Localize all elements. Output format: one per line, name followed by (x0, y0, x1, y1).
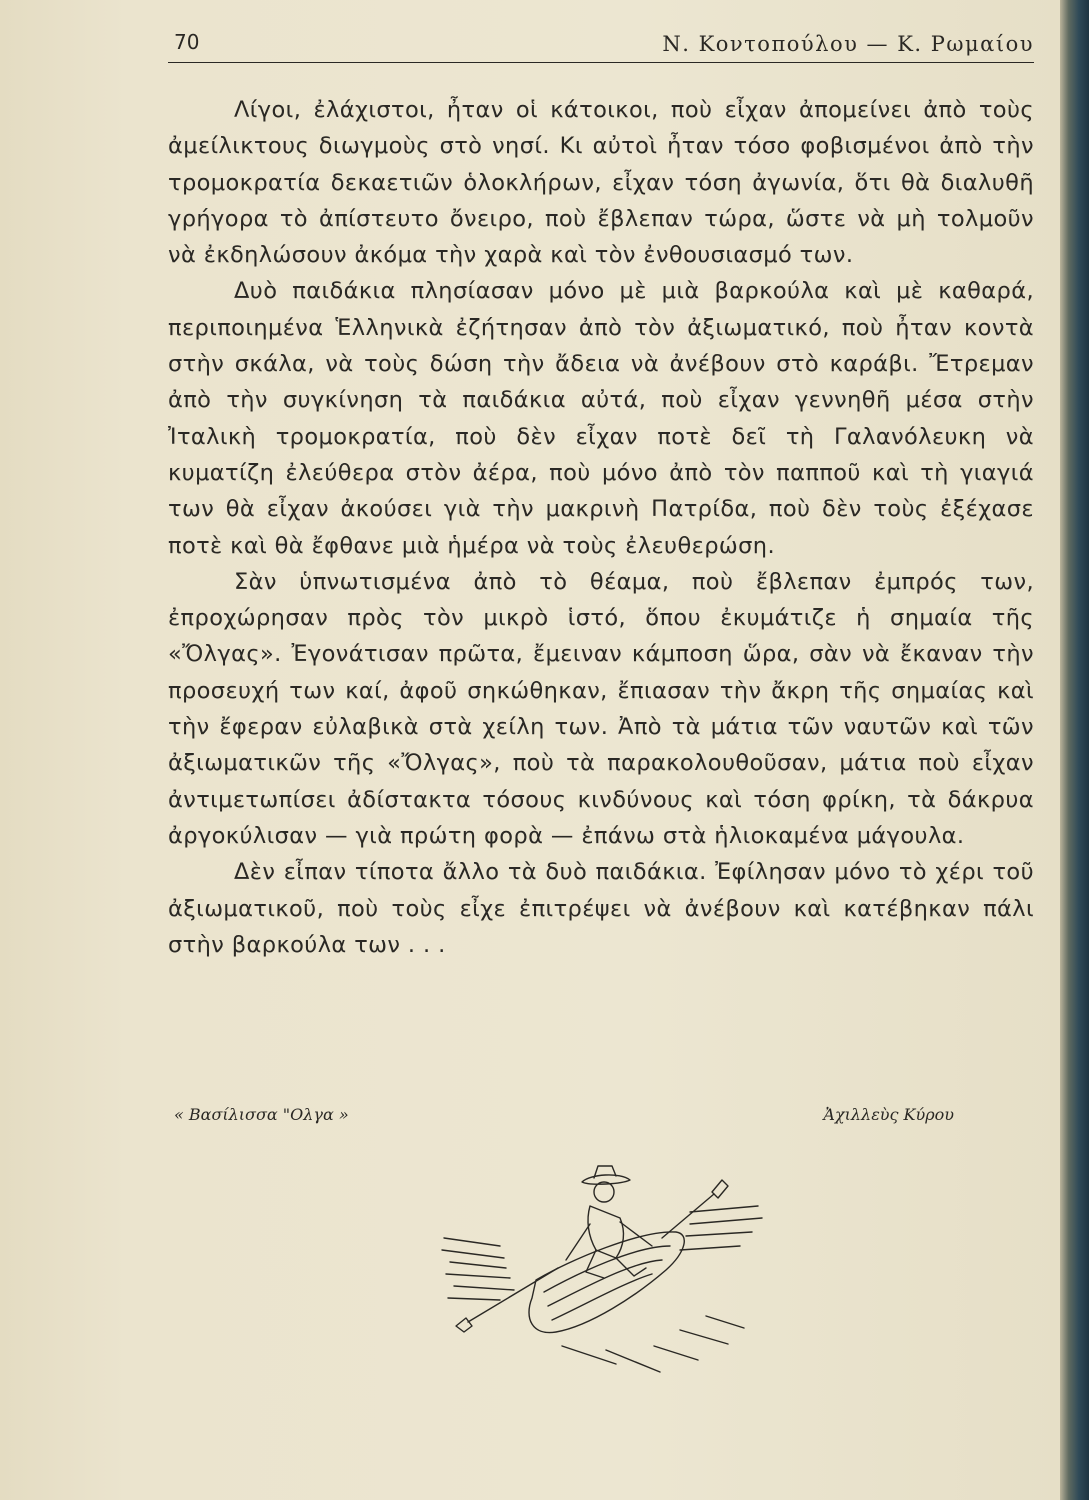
page-number: 70 (174, 30, 200, 54)
page-header (168, 30, 1034, 64)
source-title: « Βασίλισσα "Ολγα » (174, 1105, 349, 1124)
paragraph: Λίγοι, ἐλάχιστοι, ἦταν οἱ κάτοικοι, ποὺ εἶχαν ἀπομείνει ἀπὸ τοὺς ἀμείλικτους διωγμοὺς στὸ νησί. Κι αὐτοὶ ἦταν τόσο φοβισμένοι ἀπὸ τὴν τρομοκρατία δεκαετιῶν ὁλοκλήρων, εἶχαν τόση ἀγωνία, ὅτι θὰ διαλυθῆ γρήγορα τὸ ἀπίστευτο ὄνειρο, ποὺ ἔβλεπαν τώρα, ὥστε νὰ μὴ τολμοῦν νὰ ἐκδηλώσουν ἀκόμα τὴν χαρὰ καὶ τὸν ἐνθουσιασμό των. (168, 97, 1034, 269)
paragraph: Δὲν εἶπαν τίποτα ἄλλο τὰ δυὸ παιδάκια. Ἐφίλησαν μόνο τὸ χέρι τοῦ ἀξιωματικοῦ, ποὺ τοὺς εἶχε ἐπιτρέψει νὰ ἀνέβουν καὶ κατέβηκαν πάλι στὴν βαρκούλα των . . . (168, 859, 1034, 958)
running-head: Ν. Κοντοπούλου — Κ. Ρωμαίου (662, 32, 1034, 56)
book-binding (1060, 0, 1089, 1500)
author-credit: Ἀχιλλεὺς Κύρου (823, 1105, 954, 1124)
paragraph: Σὰν ὑπνωτισμένα ἀπὸ τὸ θέαμα, ποὺ ἔβλεπαν ἐμπρός των, ἐπροχώρησαν πρὸς τὸν μικρὸ ἱστό, ὅπου ἐκυμάτιζε ἡ σημαία τῆς «Ὄλγας». Ἐγονάτισαν πρῶτα, ἔμειναν κάμποση ὥρα, σὰν νὰ ἔκαναν τὴν προσευχή των καί, ἀφοῦ σηκώθηκαν, ἔπιασαν τὴν ἄκρη τῆς σημαίας καὶ τὴν ἔφεραν εὐλαβικὰ στὰ χείλη των. Ἀπὸ τὰ μάτια τῶν ναυτῶν καὶ τῶν ἀξιωματικῶν τῆς «Ὄλγας», ποὺ τὰ παρακολουθοῦσαν, μάτια ποὺ εἶχαν ἀντιμετωπίσει ἀδίστακτα τόσους κινδύνους καὶ τόση φρίκη, τὰ δάκρυα ἀργοκύλισαν — γιὰ πρώτη φορὰ — ἐπάνω στὰ ἡλιοκαμένα μάγουλα. (168, 568, 1034, 849)
body-text (168, 92, 1034, 963)
source-credits (168, 1105, 954, 1135)
header-rule (168, 62, 1034, 63)
rowing-boat-sketch-icon (440, 1150, 780, 1380)
paragraph: Δυὸ παιδάκια πλησίασαν μόνο μὲ μιὰ βαρκούλα καὶ μὲ καθαρά, περιποιημένα Ἑλληνικὰ ἐζήτησαν ἀπὸ τὸν ἀξιωματικό, ποὺ ἦταν κοντὰ στὴν σκάλα, νὰ τοὺς δώση τὴν ἄδεια νὰ ἀνέβουν στὸ καράβι. Ἔτρεμαν ἀπὸ τὴν συγκίνηση τὰ παιδάκια αὐτά, ποὺ εἶχαν γεννηθῆ μέσα στὴν Ἰταλικὴ τρομοκρατία, ποὺ δὲν εἶχαν ποτὲ δεῖ τὴ Γαλανόλευκη νὰ κυματίζη ἐλεύθερα στὸν ἀέρα, ποὺ μόνο ἀπὸ τὸν παπποῦ καὶ τὴ γιαγιά των θὰ εἶχαν ἀκούσει γιὰ τὴν μακρινὴ Πατρίδα, ποὺ δὲν τοὺς ἐξέχασε ποτὲ καὶ θὰ ἔφθανε μιὰ ἡμέρα νὰ τοὺς ἐλευθερώση. (168, 278, 1034, 559)
